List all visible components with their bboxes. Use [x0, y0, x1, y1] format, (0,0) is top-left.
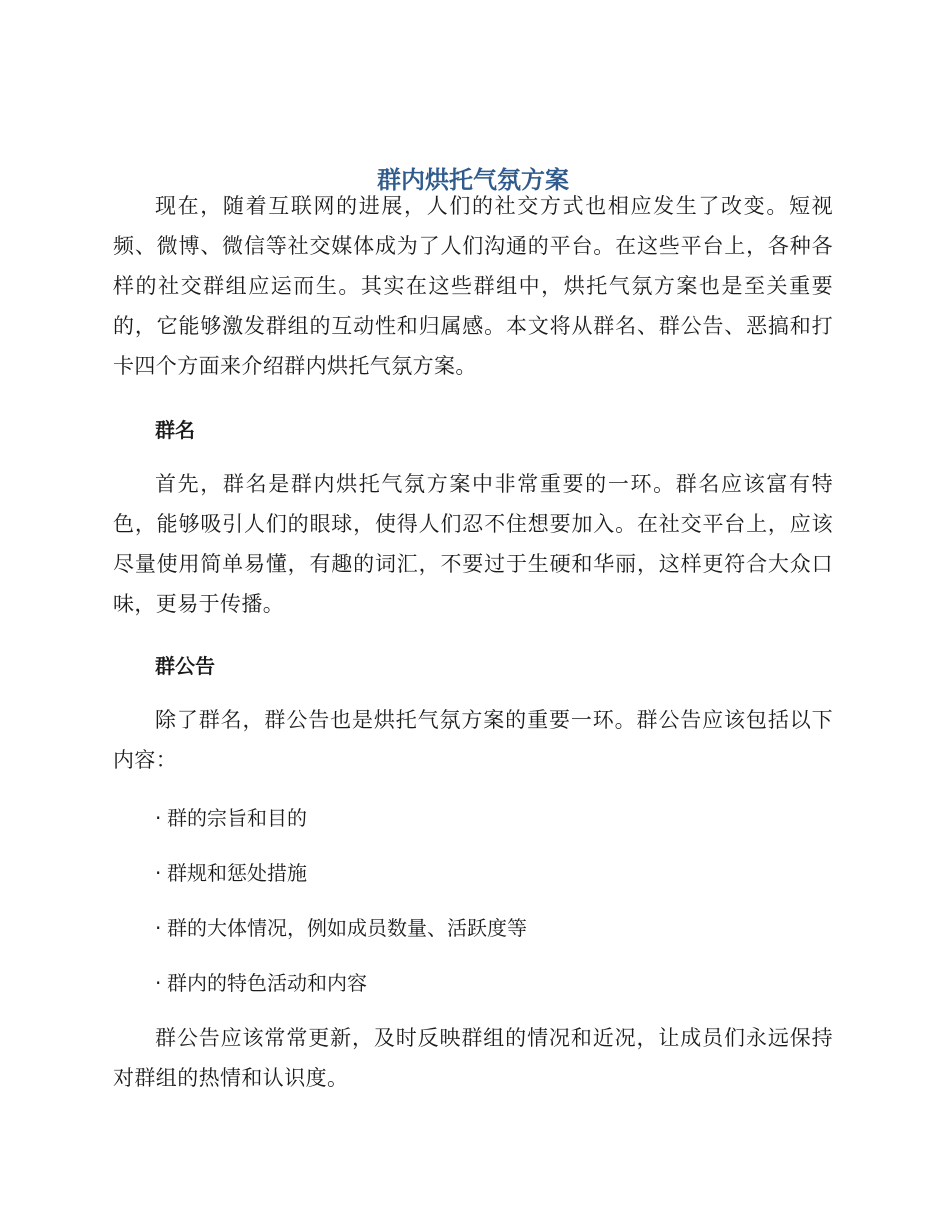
- list-item-text: 群的大体情况，例如成员数量、活跃度等: [167, 916, 527, 940]
- list-item: [155, 965, 367, 1001]
- intro-paragraph: 现在，随着互联网的进展，人们的社交方式也相应发生了改变。短视频、微博、微信等社交媒体成为了人们沟通的平台。在这些平台上，各种各样的社交群组应运而生。其实在这些群组中，烘托气氛方案也是至关重要的，它能够激发群组的互动性和归属感。本文将从群名、群公告、恶搞和打卡四个方面来介绍群内烘托气氛方案。: [113, 194, 833, 378]
- section-paragraph-group-name: 首先，群名是群内烘托气氛方案中非常重要的一环。群名应该富有特色，能够吸引人们的眼球，使得人们忍不住想要加入。在社交平台上，应该尽量使用简单易懂，有趣的词汇，不要过于生硬和华丽，这样更符合大众口味，更易于传播。: [113, 472, 833, 616]
- bullet-icon: ·: [155, 861, 162, 885]
- list-item-text: 群内的特色活动和内容: [167, 971, 367, 995]
- document-title: 群内烘托气氛方案: [377, 166, 569, 195]
- list-item: [155, 910, 527, 946]
- bullet-icon: ·: [155, 916, 162, 940]
- list-item: [155, 800, 307, 836]
- bullet-icon: ·: [155, 806, 162, 830]
- list-item-text: 群的宗旨和目的: [167, 806, 307, 830]
- bullet-icon: ·: [155, 971, 162, 995]
- section-heading-group-announcement: 群公告: [155, 654, 215, 678]
- list-item-text: 群规和惩处措施: [167, 861, 307, 885]
- section-closing-paragraph: 群公告应该常常更新，及时反映群组的情况和近况，让成员们永远保持对群组的热情和认识度。: [113, 1026, 833, 1090]
- list-item: [155, 855, 307, 891]
- section-paragraph-group-announcement: 除了群名，群公告也是烘托气氛方案的重要一环。群公告应该包括以下内容：: [113, 708, 833, 772]
- section-heading-group-name: 群名: [155, 418, 195, 442]
